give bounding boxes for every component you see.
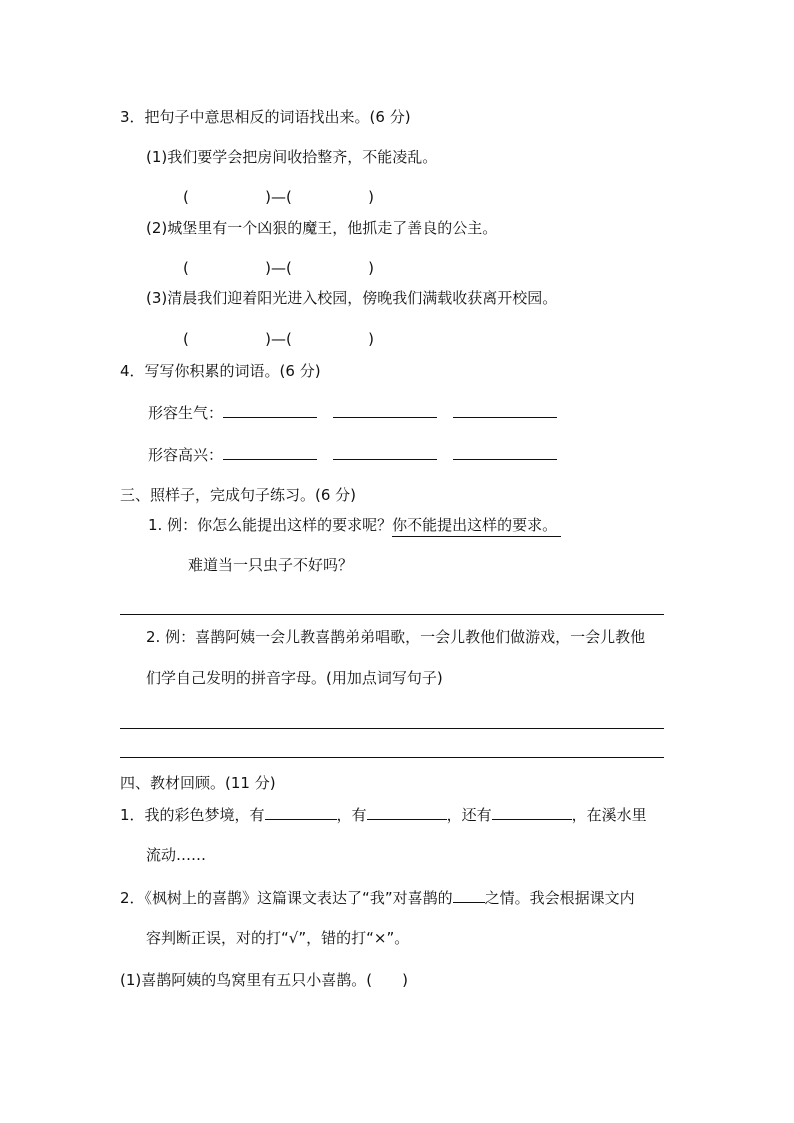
q4-row-label: 形容高兴：: [148, 446, 224, 464]
answer-line[interactable]: [120, 614, 664, 615]
answer-blank[interactable]: [492, 804, 572, 820]
q3-answer-1[interactable]: ( )—( ): [183, 188, 374, 206]
q4-row-angry: [148, 402, 557, 423]
answer-line[interactable]: [120, 757, 664, 758]
s3-title: 三、照样子，完成句子练习。(6 分): [120, 486, 357, 504]
answer-blank[interactable]: [333, 444, 437, 460]
s4-q2-text: 之情。我会根据课文内: [484, 889, 635, 907]
q3-answer-2[interactable]: ( )—( ): [183, 259, 374, 277]
answer-blank[interactable]: [453, 887, 485, 903]
q4-title: 4．写写你积累的词语。(6 分): [120, 362, 321, 380]
q3-item-3: (3)清晨我们迎着阳光进入校园，傍晚我们满载收获离开校园。: [146, 289, 558, 307]
answer-blank[interactable]: [223, 444, 317, 460]
s3-ex1-task: 难道当一只虫子不好吗？: [188, 556, 354, 574]
s3-ex1-answer: 你不能提出这样的要求。: [392, 516, 561, 537]
answer-blank[interactable]: [367, 804, 447, 820]
s3-ex1-prefix: 1. 例：你怎么能提出这样的要求呢？: [148, 516, 393, 534]
s4-q1: [120, 804, 647, 825]
s4-title: 四、教材回顾。(11 分): [120, 774, 276, 792]
s4-q1-text: 1．我的彩色梦境，有: [120, 806, 265, 824]
s3-ex1: [148, 515, 561, 535]
s4-q1-text: ，有: [336, 806, 367, 824]
s4-q2: [120, 887, 635, 908]
answer-blank[interactable]: [333, 402, 437, 418]
answer-blank[interactable]: [265, 804, 337, 820]
s3-ex2-line2: 们学自己发明的拼音字母。(用加点词写句子): [146, 669, 443, 687]
q4-row-label: 形容生气：: [148, 404, 224, 422]
answer-blank[interactable]: [223, 402, 317, 418]
s3-ex2-line1: 2. 例：喜鹊阿姨一会儿教喜鹊弟弟唱歌，一会儿教他们做游戏，一会儿教他: [146, 628, 646, 646]
s4-q1-text: ，在溪水里: [571, 806, 647, 824]
q3-title: 3．把句子中意思相反的词语找出来。(6 分): [120, 108, 411, 126]
q3-item-1: (1)我们要学会把房间收拾整齐，不能凌乱。: [146, 148, 438, 166]
s4-q1-text: ，还有: [446, 806, 492, 824]
q3-item-2: (2)城堡里有一个凶狠的魔王，他抓走了善良的公主。: [146, 219, 498, 237]
q3-answer-3[interactable]: ( )—( ): [183, 330, 374, 348]
answer-blank[interactable]: [453, 444, 557, 460]
answer-line[interactable]: [120, 728, 664, 729]
s4-q2-item1: (1)喜鹊阿姨的鸟窝里有五只小喜鹊。( ): [120, 971, 408, 989]
q4-row-happy: [148, 444, 557, 465]
answer-blank[interactable]: [453, 402, 557, 418]
s4-q2-line2: 容判断正误，对的打“√”，错的打“×”。: [146, 929, 410, 947]
s4-q2-text: 2．《枫树上的喜鹊》这篇课文表达了“我”对喜鹊的: [120, 889, 453, 907]
s4-q1-line2: 流动……: [146, 846, 207, 864]
